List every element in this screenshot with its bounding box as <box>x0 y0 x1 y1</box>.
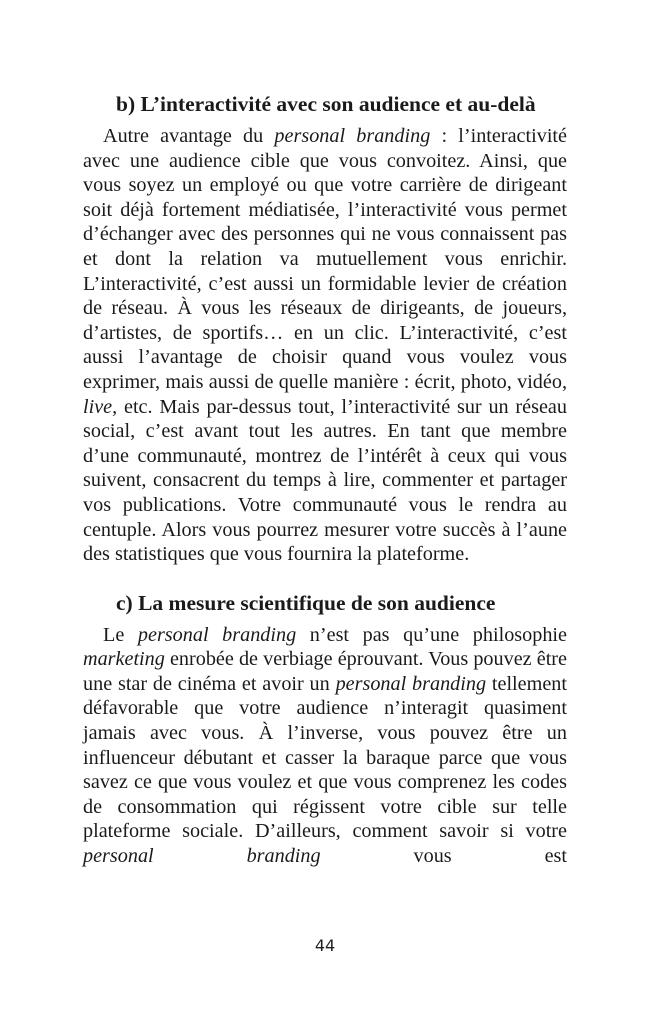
section-c-emphasis-1: personal branding <box>137 623 297 646</box>
section-b-text-2: : l’interactivité avec une audience cible que vous convoitez. Ainsi, que vous soyez un employé ou que votre carrière de dirigeant soit déjà fortement médiatisée, l’interactivité vous permet d’échanger avec des personnes qui ne vous connaissent pas et dont la relation va mutuellement vous enrichir. L’interactivité, c’est aussi un formidable levier de création de réseau. À vous les réseaux de dirigeants, de joueurs, d’artistes, de sportifs… en un clic. L’interactivité, c’est aussi l’avantage de choisir quand vous voulez vous exprimer, mais aussi de quelle manière : écrit, photo, vidéo, <box>83 125 567 393</box>
page-number: 44 <box>314 936 336 955</box>
section-b-emphasis-1: personal branding <box>274 125 431 147</box>
section-c-emphasis-2: marketing <box>83 648 165 671</box>
section-c-text-4: tellement défavorable que votre audience n’interagit quasiment jamais avec vous. À l’inverse, vous pouvez être un influenceur débutant et casser la baraque parce que vous savez ce que vous voulez et que vous comprenez les codes de consommation qui régissent votre cible sur telle plateforme sociale. D’ailleurs, comment savoir si votre <box>83 672 567 843</box>
section-c-text-5: vous est <box>320 845 568 868</box>
section-b-paragraph <box>83 124 567 567</box>
page-body <box>83 90 567 869</box>
section-c-text-3: enrobée de verbiage éprouvant. Vous pouvez être une star de cinéma et avoir un <box>83 648 567 695</box>
section-b-text-1: Autre avantage du <box>103 125 275 147</box>
section-b-emphasis-2: live, <box>83 395 118 418</box>
section-c-text-2: n’est pas qu’une philosophie <box>296 623 567 646</box>
section-c-text-1: Le <box>103 623 138 646</box>
section-b-text-3: etc. Mais par-dessus tout, l’interactivité sur un réseau social, c’est avant tout les autres. En tant que membre d’une communauté, montrez de l’intérêt à ceux qui vous suivent, consacrent du temps à lire, commenter et partager vos publications. Votre communauté vous le rendra au centuple. Alors vous pourrez mesurer votre succès à l’aune des statistiques que vous fournira la plateforme. <box>83 395 567 566</box>
section-c-paragraph <box>83 623 567 869</box>
section-b-heading: b) L’interactivité avec son audience et au-delà <box>116 92 536 116</box>
section-c-emphasis-3: personal branding <box>335 672 487 695</box>
section-c-heading: c) La mesure scientifique de son audience <box>116 590 496 615</box>
section-c-emphasis-4: personal branding <box>83 845 321 868</box>
